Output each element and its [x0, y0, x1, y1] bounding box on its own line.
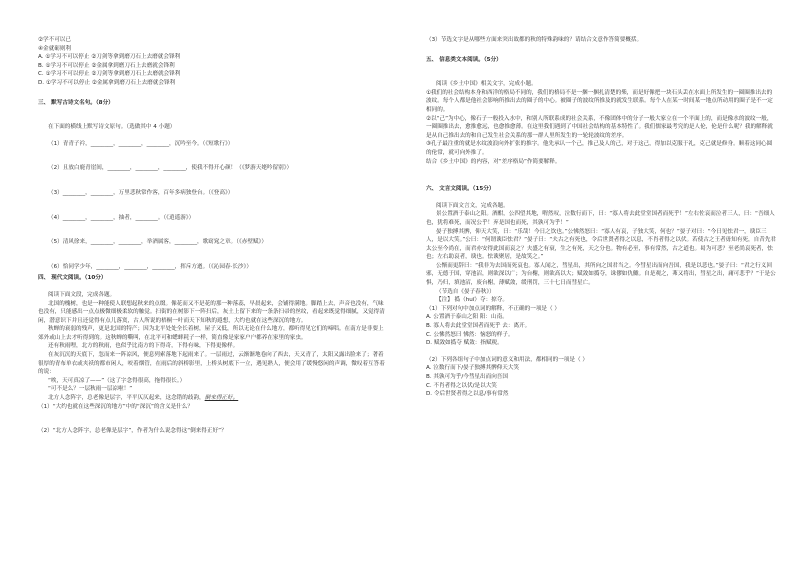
underlined-phrase: 倒来得正好。 — [204, 395, 239, 402]
section-3-title: 三、 默写古诗文名句。（8分） — [38, 99, 114, 106]
choice-c: C. ①学习不可以停止 ②刀剑等拿到磨刀石上去磨就会锋利 — [38, 71, 181, 78]
source-note: （节选自《晏子春秋》） — [436, 288, 495, 295]
passage-paragraph: 北国的槐树，也是一种能使人联想起秋来的点缀。像花而又不是花的那一种落蕊，早晨起来，会铺得满地。脚踏上去，声音也没有，气味也没有，只能感出一点点极微细极柔软的触觉。扫街的在树影下一阵扫后，灰土上留下来的一条条扫帚的丝纹，看起来既觉得细腻，又觉得清闲，潜意识下并且还觉得有点儿落寞，古人所说的梧桐一叶而天下知秋的遐想，大约也就在这些深沉的地方。 — [38, 300, 385, 324]
passage-quote: “唉，天可真凉了——”（这了字念得很高，拖得很长。） — [48, 377, 186, 384]
mc-option: B. 其孰可为乎/今彗星出而向吾国 — [426, 374, 508, 380]
mc-question-2: （2）下列各组句子中加点词的意义和用法，都相同的一项是（ ） — [426, 356, 588, 363]
classical-paragraph: 晏子独搏其髀，仰天大笑，曰：“乐哉！今日之饮也。”公怫然怒曰：“寡人有哀，子独大笑，何也？”晏子对曰：“今日见怯君一，谀臣三人，是以大笑。”公曰：“何谓谀臣怯君？”晏子曰：“夫古之有死也，令后世贤者得之以息，不肖者得之以伏。若使古之王者毋知有死，自昔先君太公至今尚在，而君亦安得此国而哀之？夫盛之有衰，生之有死，天之分也。物有必至，事有常然，古之道也。曷为可悲？至老尚哀死者，怯也；左右助哀者，谀也。怯谀聚居，是故笑之。” — [426, 228, 777, 261]
mc-option: D. 令后世贤者得之以息/事有常然 — [426, 391, 509, 398]
question-2: （2）“北方人念阵字，总老像是层字”，作者为什么说念得这“倒来得正好”？ — [38, 428, 227, 435]
text-item: ②以“己”为中心，像石子一般投入水中，和别人所联系成的社会关系，不像团体中的分子一般大家立在一个平面上的，而是像水的波纹一般，一圈圈推出去，愈推愈远，也愈推愈薄。在这里我们遇到了中国社会结构的基本特性了。我们儒家最考究的是人伦，伦是什么呢？我的解释就是从自己推出去的和自己发生社会关系的那一群人里所发生的一轮轮波纹的差序。 — [426, 115, 773, 139]
dictation-item-4: （4）________，________，抽者，________。（《逍遥游》） — [48, 214, 195, 221]
section-6-title: 六、 文言文阅读。（15分） — [426, 186, 495, 193]
mc-option: D. 赋敛如撝夺 赋敛：指赋税。 — [426, 340, 503, 347]
section-5-title: 五、 信息类文本阅读。（5分） — [426, 56, 502, 63]
classical-paragraph: 景公置酒于泰山之阳。酒酣，公四望其地，喟然叹，泣数行而下，曰：“寡人将去此堂堂国者而死乎！”左右佐哀而泣者三人，曰：“吾细人也，犹将难死，而况公乎！弃是国也而死，其孰可为乎！” — [426, 211, 775, 226]
text-item: ①我们的社会结构本身和西洋的格局不同的，我们的格局不是一捆一捆扎清楚的柴，而是好像把一块石头丢在水面上所发生的一圈圈推出去的波纹。每个人都是他社会影响所推出去的圈子的中心。被圈子的波纹所推及的就发生联系。每个人在某一时间某一地点所动用的圈子是不一定相同的。 — [426, 89, 773, 113]
right-column — [426, 36, 776, 399]
dictation-item-2: （2）且放白鹿青崖间，________，________，________，使我不得开心颜！（《梦游天姥吟留别》） — [48, 165, 293, 172]
mc-option: A. 公置酒于泰山之阳 阳：山南。 — [426, 314, 508, 321]
choice-d: D. ①学习不可以停止 ②金属拿到磨刀石上去磨就会锋利 — [38, 79, 176, 86]
choice-b: B. ①学习不可以停止 ②金属拿到磨刀石上去磨就会锋利 — [38, 62, 175, 69]
mc-option: A. 泣数行而下/晏子独搏其髀仰天大笑 — [426, 365, 520, 372]
passage-paragraph: 在灰沉沉的天底下，忽而来一阵凉风，便息列索落地下起雨来了。一层雨过，云渐渐地卷向了西去，天又青了，太阳又露出脸来了；著着很厚的青布单衣或夹袄的都市闲人，咬着烟管，在雨后的斜桥影里，上桥头树底下一立，遇见熟人，便会用了缓慢悠闲的声调，微叹着互答着的说： — [38, 352, 385, 376]
section-4-intro: 阅读下面文段，完成各题。 — [48, 291, 116, 298]
passage-paragraph: 还有秋雨哩，北方的秋雨，也似乎比南方的下得奇，下得有味，下得更像样。 — [48, 343, 239, 350]
section-3-intro: 在下面的横线上默写诗文原句。（选做其中 4 小题） — [48, 124, 176, 131]
mc-option: C. 公怫然怒曰 怫然：恼怒的样子。 — [426, 331, 514, 338]
dictation-item-1: （1）青青子衿，________，________，________，沉吟至今。（《短歌行》） — [48, 140, 234, 147]
left-column — [38, 36, 388, 436]
passage-paragraph: 秋蝉的衰弱的残声，更是北国的特产；因为北平处处全长着树，屋子又低，所以无论在什么地方，都听得见它们的啼唱。在南方是非要上郊外或山上去才听得到的。这秋蝉的嘶叫，在北平可和蟋蟀耗子一样，简直像是家家户户都养在家里的家虫。 — [38, 326, 384, 341]
section-4-title: 四、 现代文阅读。（10分） — [38, 275, 107, 282]
mc-option: C. 不肖者得之以伏/是以大笑 — [426, 382, 497, 389]
question-3: （3）节选文字是从哪些方面来突出故都的秋的特殊韵味的？请结合文意作答简要概括。 — [426, 37, 643, 43]
choice-a: A. ①学习不可以停止 ②刀剑等拿到磨刀石上去磨就会锋利 — [38, 54, 181, 61]
text-item: ③孔子最注重的就是水纹波浪向外扩张的推字。他先承认一个己，推己及人的己，对于这己，得加以克服于礼，克己就是修身。顺着这同心圆的伦常，就可向外推了。 — [426, 141, 773, 156]
section-5-question: 结合《乡土中国》的内容，对“差序格局”作简要解释。 — [426, 158, 561, 165]
dictation-item-5: （5）清风徐来，________，________，举酒属客，________，歌窈窕之章。（《赤壁赋》） — [48, 239, 267, 246]
passage-quote: “可不是么？一层秋雨一层凉啦！” — [48, 386, 133, 393]
passage-closing: 北方人念阵字，总老像是层字，平平仄仄起来，这念错的歧韵，倒来得正好。 — [48, 395, 239, 402]
section-5-intro: 阅读《乡土中国》相关文字，完成小题。 — [436, 81, 537, 88]
dictation-item-6: （6）恰同学少年，________，________，________，挥斥方遒。（《沁园春·长沙》） — [48, 263, 252, 270]
section-6-intro: 阅读下面文言文，完成各题。 — [436, 202, 509, 209]
dictation-item-3: （3）________，________，万里悲秋常作客，百年多病独登台。（《登高》） — [48, 189, 234, 196]
annotation-note: 【注】 撝（huī）夺：掠夺。 — [436, 297, 508, 304]
option-line: ②学不可以已 — [38, 37, 71, 43]
question-1: （1）“大约也就在这些深沉的地方”中的“深沉”的含义是什么？ — [38, 403, 193, 410]
option-line: ④金就砺则利 — [38, 45, 71, 52]
mc-option: B. 寡人将去此堂堂国者而死乎 去：离开。 — [426, 323, 531, 330]
classical-paragraph: 公惭而更辞曰：“我非为去国而死哀也。寡人闻之，彗星出，其所向之国君当之。今彗星出而向吾国，我是以悲也。”晏子曰：“君之行义回邪，无德于国，穿池沼，则欲深以广；为台榭，则欲高以大；赋敛如撝夺，诛僇如仇雠。自是观之，茀又将出，彗星之出，庸可悲乎？”于是公惧，乃归，填池沼，废台榭，薄赋敛，缓刑罚，三十七日而彗星亡。 — [426, 262, 776, 287]
mc-question-1: （1）下列对句中加点词的解释，不正确的一项是（ ） — [426, 305, 560, 312]
